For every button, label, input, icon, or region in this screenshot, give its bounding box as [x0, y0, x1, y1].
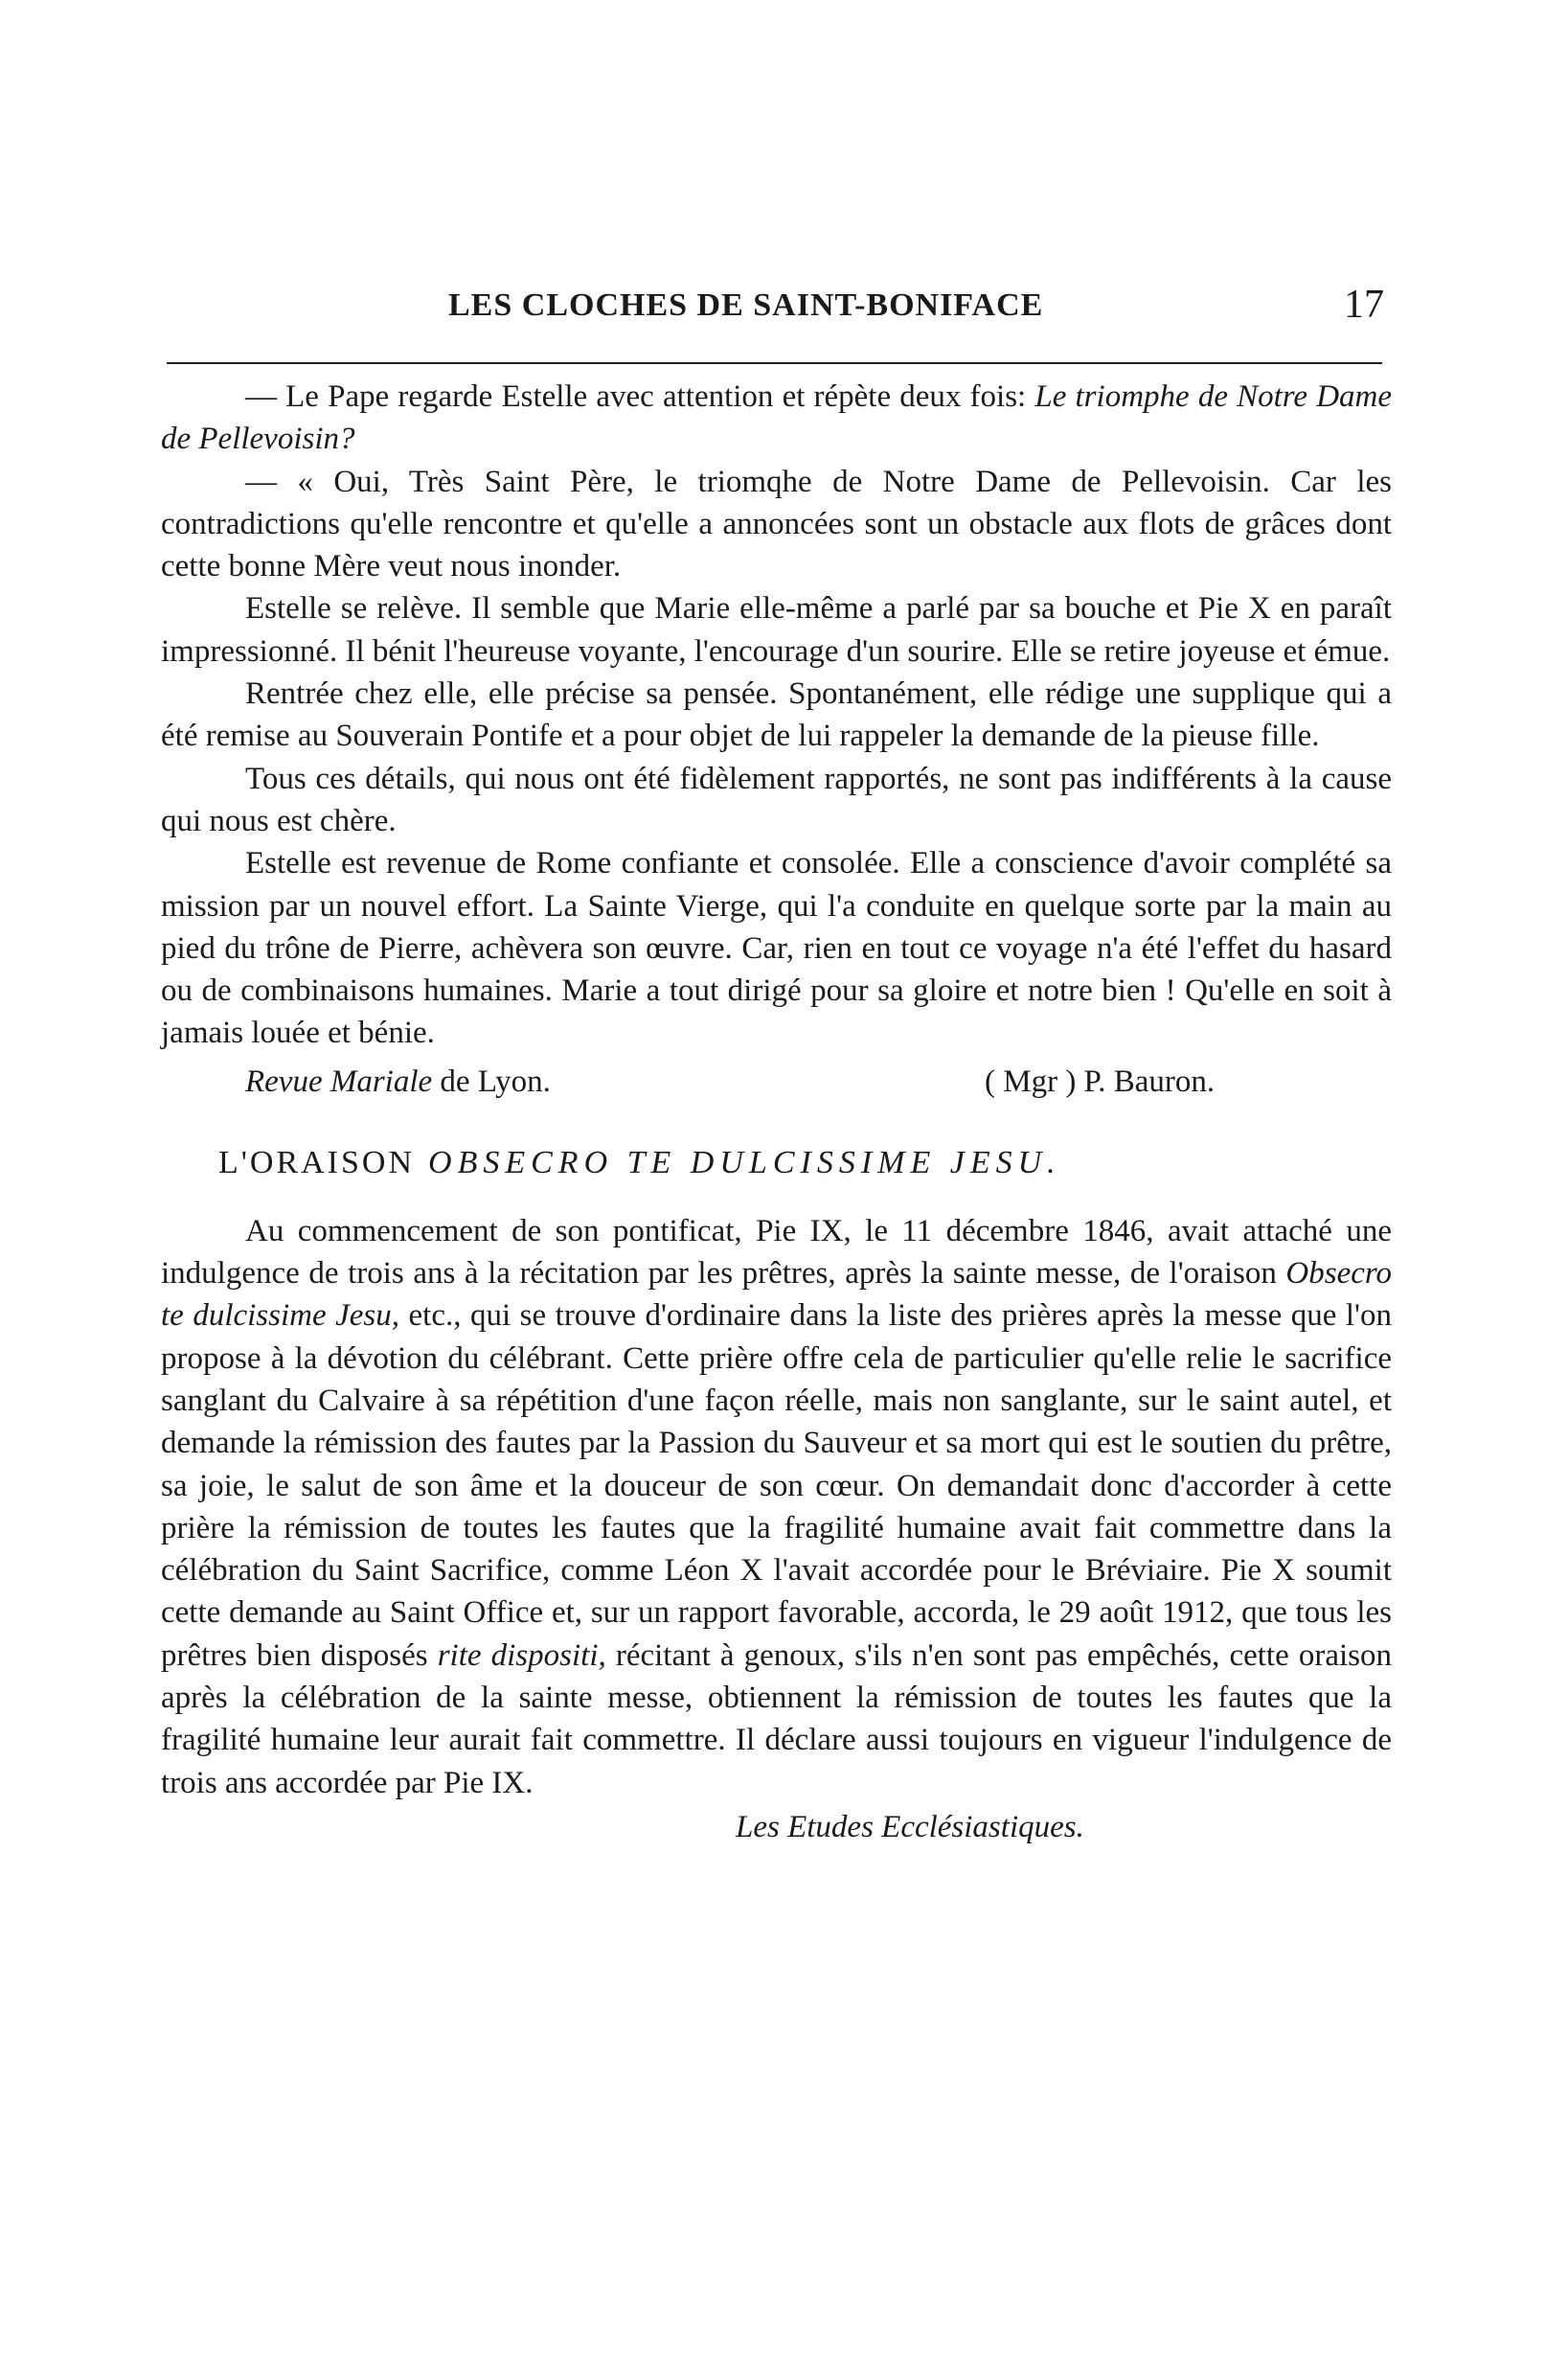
paragraph-text: — Le Pape regarde Estelle avec attention et répète deux fois:: [245, 379, 1035, 414]
header-rule: [167, 362, 1382, 364]
paragraph: [161, 376, 1392, 461]
paragraph-text: récitant à genoux, s'ils n'en sont pas empêchés, cette oraison après la célébration de la sainte messe, obtiennent la rémission de toutes les fautes que la fragilité humaine leur aurait fait commettre. Il déclare aussi toujours en vigueur l'indulgence de trois ans accordée par Pie IX.: [161, 1637, 1392, 1800]
source-citation: Les Etudes Ecclésiastiques.: [736, 1809, 1084, 1844]
page-header: [161, 283, 1392, 341]
article-signature: [161, 1061, 1392, 1110]
paragraph-text: Au commencement de son pontificat, Pie IX, le 11 décembre 1846, avait attaché une indulgence de trois ans à la récitation par les prêtres, après la sainte messe, de l'oraison: [161, 1213, 1392, 1292]
italic-quote: Le triomphe de Notre Dame de Pellevoisin?: [161, 379, 1393, 457]
source-title: Revue Mariale: [245, 1064, 433, 1099]
paragraph: Rentrée chez elle, elle précise sa pensée. Spontanément, elle rédige une supplique qui a été remise au Souverain Pontife et a pour objet de lui rappeler la demande de la pieuse fille.: [161, 676, 1392, 754]
paragraph: [161, 1210, 1392, 1804]
paragraph: — « Oui, Très Saint Père, le triomqhe de Notre Dame de Pellevoisin. Car les contradictions qu'elle rencontre et qu'elle a annoncées sont un obstacle aux flots de grâces dont cette bonne Mère veut nous inonder.: [161, 464, 1392, 584]
italic-latin: rite dispositi,: [437, 1637, 606, 1673]
source-citation: [245, 1064, 551, 1100]
article-pellevoisin: [161, 376, 1392, 1110]
source-place: de Lyon.: [432, 1064, 551, 1099]
article-oraison: [161, 1210, 1392, 1845]
book-page: [161, 283, 1393, 1845]
section-title: [218, 1145, 1392, 1181]
running-title: LES CLOCHES DE SAINT-BONIFACE: [448, 287, 1044, 323]
section-title-plain: L'ORAISON: [218, 1144, 416, 1180]
section-title-italic: OBSECRO TE DULCISSIME JESU.: [428, 1144, 1061, 1180]
paragraph-text: etc., qui se trouve d'ordinaire dans la liste des prières après la messe que l'on propose à la dévotion du célébrant. Cette prière offre cela de particulier qu'elle relie le sacrifice sanglant du Calvaire à sa répétition d'une façon réelle, mais non sanglante, sur le saint autel, et demande la rémission des fautes par la Passion du Sauveur et sa mort qui est le soutien du prêtre, sa joie, le salut de son âme et la douceur de son cœur. On demandait donc d'accorder à cette prière la rémission de toutes les fautes que la fragilité humaine avait fait commettre dans la célébration du Saint Sacrifice, comme Léon X l'avait accordée pour le Bréviaire. Pie X soumit cette demande au Saint Office et, sur un rapport favorable, accorda, le 29 août 1912, que tous les prêtres bien disposés: [161, 1298, 1392, 1673]
paragraph: Estelle est revenue de Rome confiante et consolée. Elle a conscience d'avoir complété sa mission par un nouvel effort. La Sainte Vierge, qui l'a conduite en quelque sorte par la main au pied du trône de Pierre, achèvera son œuvre. Car, rien en tout ce voyage n'a été l'effet du hasard ou de combinaisons humaines. Marie a tout dirigé pour sa gloire et notre bien ! Qu'elle en soit à jamais louée et bénie.: [161, 846, 1392, 1051]
paragraph: Estelle se relève. Il semble que Marie elle-même a parlé par sa bouche et Pie X en paraît impressionné. Il bénit l'heureuse voyante, l'encourage d'un sourire. Elle se retire joyeuse et émue.: [161, 591, 1392, 669]
italic-latin: Obsecro te dulcissime Jesu,: [161, 1256, 1392, 1334]
author-name: ( Mgr ) P. Bauron.: [985, 1064, 1216, 1099]
paragraph: Tous ces détails, qui nous ont été fidèlement rapportés, ne sont pas indifférents à la cause qui nous est chère.: [161, 761, 1392, 838]
page-number: 17: [1344, 283, 1384, 327]
